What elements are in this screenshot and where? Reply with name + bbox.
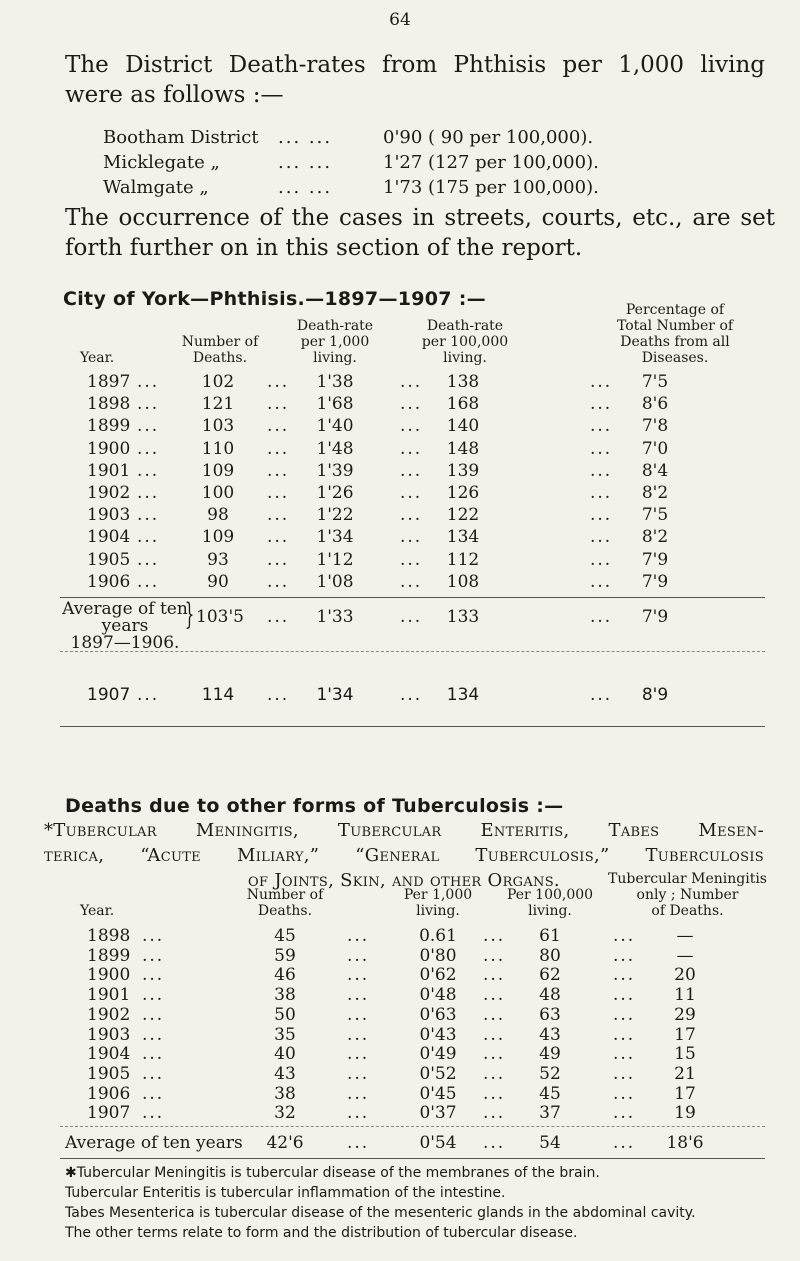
footnote: ✱Tubercular Meningitis is tubercular disease of the membranes of the brain. <box>65 1165 600 1181</box>
district-rate: 1'27 (127 per 100,000). <box>383 152 599 173</box>
t1-deaths: 109 <box>201 527 235 548</box>
t1-year: 1897 <box>87 372 131 392</box>
dot-leader: ... <box>347 1133 370 1153</box>
t1-year: 1902 <box>87 483 131 503</box>
dot-leader: ... <box>137 571 160 592</box>
t1-average-label-line: Average of ten years <box>62 599 188 636</box>
dot-leader: ... <box>483 1133 506 1153</box>
t1-deaths: 109 <box>201 460 235 481</box>
t2-last-col: 15 <box>674 1044 696 1065</box>
dot-leader: ... <box>137 527 160 548</box>
t1-rate-100k: 112 <box>446 549 480 570</box>
dot-leader: ... <box>347 926 370 946</box>
subtitle-line: terica, “Acute Miliary,” “General Tuberculosis,” Tuberculosis <box>44 845 764 866</box>
dot-leader: ... <box>142 1063 165 1084</box>
t1-header-rate-1000-line: living. <box>313 350 357 366</box>
dot-leader: ... <box>267 527 290 548</box>
t2-year: 1903 <box>87 1024 131 1045</box>
dot-leader: ... <box>590 571 613 592</box>
intro-paragraph <box>65 50 765 110</box>
t1-header-percentage <box>590 302 760 366</box>
t1-average-rate-1000: 1'33 <box>316 607 354 627</box>
t1-year: 1898 <box>87 394 131 415</box>
dot-leader: ... <box>590 394 613 415</box>
t2-rate-100k: 48 <box>539 985 561 1006</box>
t1-deaths: 110 <box>201 438 235 459</box>
t1-rate-100k: 168 <box>446 394 480 415</box>
dot-leader: ... <box>137 372 160 392</box>
dot-leader: ... <box>400 685 423 705</box>
dot-leader: ... <box>613 1004 636 1025</box>
dot-leader: ... <box>400 549 423 570</box>
dot-leader: ... <box>613 1133 636 1153</box>
t2-average-rate-100k: 54 <box>539 1133 561 1153</box>
t2-rate-1000: 0'37 <box>419 1103 457 1124</box>
subtitle-line: of Joints, Skin, and other Organs. <box>248 870 560 891</box>
t1-rate-100k: 134 <box>446 527 480 548</box>
dot-leader: ... <box>590 607 613 627</box>
t1-rate-1000: 1'12 <box>316 549 354 570</box>
occurrence-line-2: forth further on in this section of the report. <box>65 235 583 261</box>
t1-rate-1000: 1'39 <box>316 460 354 481</box>
t1-year: 1905 <box>87 549 131 570</box>
t2-deaths: 32 <box>274 1103 296 1124</box>
t2-row <box>0 1103 800 1125</box>
dot-leader: ... <box>142 1044 165 1065</box>
t2-year: 1898 <box>87 926 131 946</box>
dot-leader: ... ... <box>278 152 333 173</box>
t2-deaths: 43 <box>274 1063 296 1084</box>
t2-header-deaths <box>230 887 340 919</box>
t1-header-rate-1000 <box>280 318 390 366</box>
t1-rate-100k: 139 <box>446 460 480 481</box>
occurrence-line-1: The occurrence of the cases in streets, courts, etc., are set <box>65 205 775 231</box>
dot-leader: ... <box>347 1024 370 1045</box>
dot-leader: ... <box>267 483 290 503</box>
t2-deaths: 50 <box>274 1004 296 1025</box>
dot-leader: ... <box>590 416 613 437</box>
dot-leader: ... <box>483 1103 506 1124</box>
t1-row <box>0 572 800 594</box>
footnotes <box>65 1163 785 1243</box>
table-rule <box>60 726 765 727</box>
t2-row <box>0 1005 800 1027</box>
t2-header-rate-100k-line: living. <box>528 903 572 919</box>
dot-leader: ... <box>137 394 160 415</box>
t1-header-rate-100k-line: living. <box>443 350 487 366</box>
district-name: Micklegate „ <box>103 152 220 173</box>
t2-header-meningitis-line: only ; Number <box>636 887 739 903</box>
t1-rate-1000: 1'40 <box>316 416 354 437</box>
district-row <box>103 150 683 175</box>
dot-leader: ... <box>347 985 370 1006</box>
dot-leader: ... <box>400 372 423 392</box>
t2-rate-1000: 0'63 <box>419 1004 457 1025</box>
t1-row-1907 <box>0 685 800 707</box>
t2-rate-100k: 45 <box>539 1083 561 1104</box>
t1-row <box>0 372 800 394</box>
t1-row <box>0 394 800 416</box>
t1-header-rate-1000-line: per 1,000 <box>300 334 370 350</box>
t1-last-col: 7'5 <box>641 372 669 392</box>
t1-header-rate-100k-line: per 100,000 <box>421 334 509 350</box>
t1-rate-1000: 1'26 <box>316 483 354 503</box>
t1-rate-100k: 108 <box>446 571 480 592</box>
dot-leader: ... <box>590 460 613 481</box>
dot-leader: ... <box>613 1103 636 1124</box>
district-rates-list <box>103 125 683 200</box>
t1-row <box>0 505 800 527</box>
t2-row <box>0 1044 800 1066</box>
dot-leader: ... <box>142 1024 165 1045</box>
t2-last-col: 19 <box>674 1103 696 1124</box>
t2-row <box>0 985 800 1007</box>
t2-last-col: 11 <box>674 985 696 1006</box>
dot-leader: ... <box>142 985 165 1006</box>
t1-last-col: 8'4 <box>641 460 669 481</box>
dot-leader: ... <box>137 505 160 526</box>
district-row <box>103 175 683 200</box>
t2-rate-1000: 0'49 <box>419 1044 457 1065</box>
t1-header-percentage-line: Percentage of <box>625 302 725 318</box>
dot-leader: ... <box>142 926 165 946</box>
dot-leader: ... <box>483 945 506 966</box>
dot-leader: ... <box>347 965 370 986</box>
dot-leader: ... <box>142 1083 165 1104</box>
dot-leader: ... <box>137 483 160 503</box>
dot-leader: ... <box>613 926 636 946</box>
t2-header-rate-100k <box>495 887 605 919</box>
intro-line-1: The District Death-rates from Phthisis per 1,000 living <box>65 52 765 78</box>
t1-last-col: 8'6 <box>641 394 669 415</box>
district-name: Bootham District <box>103 127 259 148</box>
t2-average-deaths: 42'6 <box>266 1133 304 1153</box>
t1-year: 1906 <box>87 571 131 592</box>
t1-deaths: 98 <box>207 505 229 526</box>
t2-last-col: 29 <box>674 1004 696 1025</box>
t1-rate-1000: 1'38 <box>316 372 354 392</box>
dot-leader: ... <box>400 607 423 627</box>
t1-last-col: 8'2 <box>641 527 669 548</box>
t1-deaths: 103 <box>201 416 235 437</box>
dot-leader: ... <box>347 1083 370 1104</box>
dot-leader: ... <box>142 965 165 986</box>
t1-rate-100k: 126 <box>446 483 480 503</box>
dot-leader: ... <box>267 549 290 570</box>
t1-header-percentage-line: Diseases. <box>641 350 709 366</box>
table-rule <box>60 1158 765 1159</box>
district-rate: 1'73 (175 per 100,000). <box>383 177 599 198</box>
t2-header-deaths-line: Deaths. <box>257 903 313 919</box>
t2-rate-100k: 52 <box>539 1063 561 1084</box>
t2-year: 1902 <box>87 1004 131 1025</box>
subtitle-line: *Tubercular Meningitis, Tubercular Enteritis, Tabes Mesen- <box>44 820 764 841</box>
dot-leader: ... <box>590 438 613 459</box>
t2-row <box>0 1064 800 1086</box>
t2-row <box>0 926 800 948</box>
t2-average-meningitis: 18'6 <box>666 1133 704 1153</box>
dot-leader: ... <box>613 945 636 966</box>
dot-leader: ... <box>590 372 613 392</box>
t2-header-meningitis-line: Tubercular Meningitis <box>608 871 767 887</box>
dot-leader: ... <box>400 505 423 526</box>
t1-row <box>0 550 800 572</box>
t1-last-col: 7'8 <box>641 416 669 437</box>
footnote: Tubercular Enteritis is tubercular inflammation of the intestine. <box>65 1185 506 1201</box>
t2-year: 1901 <box>87 985 131 1006</box>
dot-leader: ... <box>347 945 370 966</box>
t2-last-col: 17 <box>674 1024 696 1045</box>
t1-deaths: 93 <box>207 549 229 570</box>
dot-leader: ... ... <box>278 177 333 198</box>
t2-deaths: 45 <box>274 926 296 946</box>
dot-leader: ... <box>347 1044 370 1065</box>
footnote: Tabes Mesenterica is tubercular disease of the mesenteric glands in the abdominal cavity. <box>65 1205 696 1221</box>
t2-header-rate-1000 <box>383 887 493 919</box>
district-row <box>103 125 683 150</box>
t2-header-rate-1000-line: Per 1,000 <box>403 887 473 903</box>
dot-leader: ... <box>483 965 506 986</box>
t1-rate-1000: 1'08 <box>316 571 354 592</box>
dot-leader: ... <box>267 571 290 592</box>
t1-last-col: 7'9 <box>641 549 669 570</box>
t2-header-rate-1000-line: living. <box>416 903 460 919</box>
t2-average-rate-1000: 0'54 <box>419 1133 457 1153</box>
t2-year: 1904 <box>87 1044 131 1065</box>
dot-leader: ... <box>267 372 290 392</box>
t1-rate-100k: 138 <box>446 372 480 392</box>
dot-leader: ... <box>400 416 423 437</box>
t1-header-rate-1000-line: Death-rate <box>296 318 374 334</box>
page-number: 64 <box>389 10 411 30</box>
dot-leader: ... <box>590 685 613 705</box>
t1-last-col: 7'5 <box>641 505 669 526</box>
dot-leader: ... <box>400 571 423 592</box>
district-name: Walmgate „ <box>103 177 209 198</box>
dot-leader: ... <box>347 1004 370 1025</box>
t1-rate-1000: 1'68 <box>316 394 354 415</box>
t1-header-year: Year. <box>80 350 115 366</box>
t1-header-rate-100k <box>400 318 530 366</box>
dot-leader: ... <box>590 527 613 548</box>
dot-leader: ... <box>267 394 290 415</box>
dot-leader: ... <box>613 985 636 1006</box>
t2-last-col: 21 <box>674 1063 696 1084</box>
t2-year: 1899 <box>87 945 131 966</box>
dot-leader: ... <box>267 416 290 437</box>
t1-rate-1000: 1'22 <box>316 505 354 526</box>
dot-leader: ... <box>400 460 423 481</box>
t2-rate-1000: 0'80 <box>419 945 457 966</box>
t2-header-year: Year. <box>80 903 115 919</box>
t2-deaths: 59 <box>274 945 296 966</box>
footnote: The other terms relate to form and the distribution of tubercular disease. <box>65 1225 578 1241</box>
t1-year: 1900 <box>87 438 131 459</box>
t2-row <box>0 1025 800 1047</box>
t1-row <box>0 461 800 483</box>
dot-leader: ... <box>613 1024 636 1045</box>
occurrence-paragraph <box>65 203 775 263</box>
t1-1907-rate-1000: 1'34 <box>316 685 354 705</box>
t2-rate-1000: 0'52 <box>419 1063 457 1084</box>
dot-leader: ... <box>483 1004 506 1025</box>
t1-deaths: 90 <box>207 571 229 592</box>
t1-deaths: 102 <box>201 372 235 392</box>
t1-deaths: 121 <box>201 394 235 415</box>
dot-leader: ... <box>347 1063 370 1084</box>
t1-year: 1904 <box>87 527 131 548</box>
t2-average-label: Average of ten years <box>65 1133 243 1153</box>
t1-1907-rate-100k: 134 <box>446 685 480 705</box>
dot-leader: ... <box>590 549 613 570</box>
t1-average-deaths: 103'5 <box>196 607 244 627</box>
t1-last-col: 7'0 <box>641 438 669 459</box>
t2-deaths: 35 <box>274 1024 296 1045</box>
t1-header-rate-100k-line: Death-rate <box>426 318 504 334</box>
t1-row <box>0 439 800 461</box>
t2-deaths: 40 <box>274 1044 296 1065</box>
t2-last-col: 20 <box>674 965 696 986</box>
t1-rate-1000: 1'34 <box>316 527 354 548</box>
t2-header-meningitis <box>600 871 775 919</box>
t2-row <box>0 965 800 987</box>
t1-last-col: 7'9 <box>641 571 669 592</box>
dot-leader: ... <box>142 1004 165 1025</box>
dot-leader: ... <box>347 1103 370 1124</box>
t1-average-percentage: 7'9 <box>641 607 669 627</box>
t2-row <box>0 946 800 968</box>
t1-1907-percentage: 8'9 <box>641 685 669 705</box>
dot-leader: ... <box>137 549 160 570</box>
t1-row <box>0 483 800 505</box>
t2-header-meningitis-line: of Deaths. <box>651 903 724 919</box>
dot-leader: ... <box>483 985 506 1006</box>
dot-leader: ... <box>613 1063 636 1084</box>
dot-leader: ... <box>400 438 423 459</box>
t1-average-row <box>0 607 800 629</box>
table-rule <box>60 1126 765 1127</box>
t1-average-rate-100k: 133 <box>446 607 480 627</box>
table-rule <box>60 597 765 598</box>
t1-average-label-line: 1897—1906. <box>70 633 180 653</box>
district-rate: 0'90 ( 90 per 100,000). <box>383 127 594 148</box>
t1-1907-deaths: 114 <box>201 685 235 705</box>
t2-rate-1000: 0'43 <box>419 1024 457 1045</box>
t2-rate-1000: 0'62 <box>419 965 457 986</box>
dot-leader: ... <box>137 416 160 437</box>
t1-rate-100k: 122 <box>446 505 480 526</box>
table-rule <box>60 651 765 652</box>
t1-header-percentage-line: Total Number of <box>616 318 734 334</box>
t1-header-percentage-line: Deaths from all <box>620 334 730 350</box>
dot-leader: ... <box>613 1044 636 1065</box>
dot-leader: ... ... <box>278 127 333 148</box>
t2-rate-1000: 0'45 <box>419 1083 457 1104</box>
t1-year: 1903 <box>87 505 131 526</box>
dot-leader: ... <box>137 438 160 459</box>
dot-leader: ... <box>613 1083 636 1104</box>
t2-last-col: 17 <box>674 1083 696 1104</box>
brace-icon: } <box>184 597 195 632</box>
t2-deaths: 38 <box>274 1083 296 1104</box>
t1-last-col: 8'2 <box>641 483 669 503</box>
dot-leader: ... <box>400 527 423 548</box>
t2-average-row <box>0 1133 800 1155</box>
t1-header-deaths <box>165 334 275 366</box>
dot-leader: ... <box>590 505 613 526</box>
t2-header-deaths-line: Number of <box>246 887 324 903</box>
t1-rate-100k: 140 <box>446 416 480 437</box>
t2-rate-100k: 43 <box>539 1024 561 1045</box>
t1-deaths: 100 <box>201 483 235 503</box>
t2-last-col: — <box>676 926 694 946</box>
dot-leader: ... <box>483 1063 506 1084</box>
t2-rate-100k: 63 <box>539 1004 561 1025</box>
dot-leader: ... <box>142 945 165 966</box>
t2-deaths: 46 <box>274 965 296 986</box>
t1-rate-100k: 148 <box>446 438 480 459</box>
t1-header-deaths-line: Deaths. <box>192 350 248 366</box>
dot-leader: ... <box>137 685 160 705</box>
t2-rate-1000: 0.61 <box>419 926 457 946</box>
t1-year: 1899 <box>87 416 131 437</box>
dot-leader: ... <box>267 460 290 481</box>
t1-header-deaths-line: Number of <box>181 334 259 350</box>
t2-deaths: 38 <box>274 985 296 1006</box>
t1-year: 1901 <box>87 460 131 481</box>
t1-row <box>0 527 800 549</box>
t1-1907-year: 1907 <box>87 685 131 705</box>
t2-rate-100k: 49 <box>539 1044 561 1065</box>
t2-year: 1906 <box>87 1083 131 1104</box>
dot-leader: ... <box>400 394 423 415</box>
dot-leader: ... <box>267 505 290 526</box>
dot-leader: ... <box>267 685 290 705</box>
dot-leader: ... <box>483 926 506 946</box>
other-tuberculosis-title: Deaths due to other forms of Tuberculosis :— <box>65 795 564 817</box>
t2-rate-100k: 37 <box>539 1103 561 1124</box>
t2-last-col: — <box>676 945 694 966</box>
dot-leader: ... <box>137 460 160 481</box>
dot-leader: ... <box>400 483 423 503</box>
t2-year: 1905 <box>87 1063 131 1084</box>
dot-leader: ... <box>613 965 636 986</box>
t2-header-rate-100k-line: Per 100,000 <box>506 887 594 903</box>
dot-leader: ... <box>142 1103 165 1124</box>
dot-leader: ... <box>267 438 290 459</box>
phthisis-table-title: City of York—Phthisis.—1897—1907 :— <box>63 288 486 310</box>
t2-row <box>0 1084 800 1106</box>
t2-rate-100k: 61 <box>539 926 561 946</box>
t2-rate-1000: 0'48 <box>419 985 457 1006</box>
dot-leader: ... <box>483 1044 506 1065</box>
t2-year: 1900 <box>87 965 131 986</box>
t1-rate-1000: 1'48 <box>316 438 354 459</box>
intro-line-2: were as follows :— <box>65 82 284 108</box>
t2-year: 1907 <box>87 1103 131 1124</box>
t2-rate-100k: 62 <box>539 965 561 986</box>
dot-leader: ... <box>267 607 290 627</box>
dot-leader: ... <box>483 1024 506 1045</box>
t2-rate-100k: 80 <box>539 945 561 966</box>
t1-row <box>0 416 800 438</box>
dot-leader: ... <box>590 483 613 503</box>
dot-leader: ... <box>483 1083 506 1104</box>
